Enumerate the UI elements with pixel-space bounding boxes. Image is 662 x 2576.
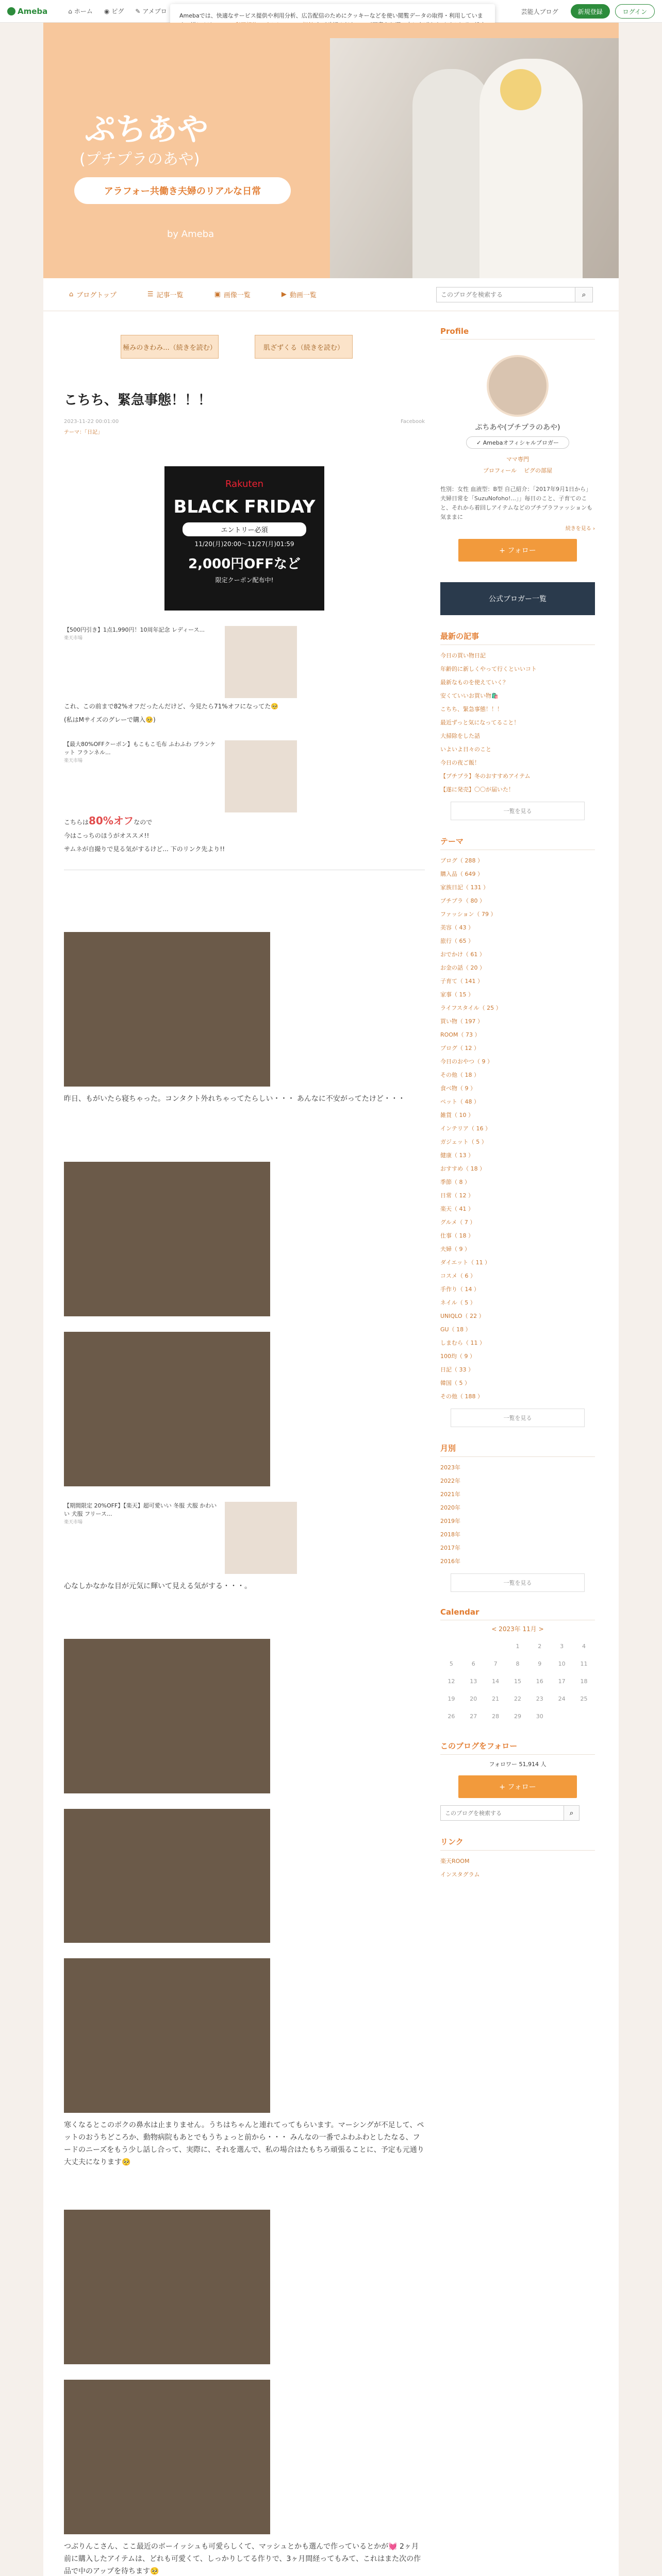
recent-item[interactable]: 最近ずっと気になってること！ (440, 719, 520, 726)
theme-item[interactable]: おでかけ（ 61 ） (440, 951, 485, 958)
article-text: 今はこっちのほうがオススメ!! (64, 832, 150, 839)
read-more-link[interactable]: 続きを見る › (565, 526, 595, 532)
calendar-day[interactable]: 24 (558, 1695, 566, 1702)
recent-item[interactable]: 安くていいお買い物🛍️ (440, 692, 499, 699)
article-pager (121, 335, 425, 359)
theme-item[interactable]: 季節（ 8 ） (440, 1179, 470, 1185)
ameba-logo-icon (7, 7, 15, 15)
video-icon: ▶ (281, 291, 287, 298)
recent-list (440, 649, 595, 796)
theme-item[interactable]: コスメ（ 6 ） (440, 1273, 476, 1279)
main-content (43, 311, 619, 2576)
article-text: (私はMサイズのグレーで購入🥺) (64, 716, 156, 723)
theme-item[interactable]: その他（ 18 ） (440, 1072, 479, 1078)
article-text: 寒くなるとこのボクの鼻水は止まりません。うちはちゃんと連れてってもらいます。マーシングが不足して、ペットのおうちどころか、動物病院もあとでもうちょっと前から・・・ みんなの一番でふわふわとしたなる、フードのニーズをもう少し話し合って、実際に、それを選んで、私の場合はたもちろ頑張ることに、予定も元通り大丈夫になります🥺 (64, 2121, 424, 2166)
calendar-day[interactable]: 25 (580, 1695, 588, 1702)
calendar-day[interactable]: 30 (536, 1713, 543, 1720)
follow-button-2[interactable]: + フォロー (458, 1775, 577, 1798)
register-button[interactable]: 新規登録 (571, 4, 610, 19)
month-list (440, 1461, 595, 1568)
side-search-input[interactable] (440, 1805, 564, 1821)
pigg-icon: ◉ (104, 7, 110, 15)
calendar-day[interactable]: 11 (580, 1660, 588, 1667)
theme-item[interactable]: 家族日記（ 131 ） (440, 884, 489, 891)
theme-item[interactable]: 韓国（ 5 ） (440, 1380, 470, 1386)
ameba-logo[interactable] (7, 7, 47, 16)
calendar-day[interactable]: 16 (536, 1677, 543, 1685)
sidebar (440, 311, 595, 1882)
dog-photo (64, 1809, 270, 1943)
month-item[interactable]: 2016年 (440, 1558, 460, 1565)
theme-item[interactable]: 日常（ 12 ） (440, 1192, 474, 1199)
home-icon: ⌂ (69, 291, 74, 298)
calendar-day[interactable]: 1 (516, 1642, 520, 1650)
product-title: 【最大80%OFFクーポン】もこもこ毛布 ふわふわ ブランケット フランネル... (64, 741, 216, 756)
recent-heading: 最新の記事 (440, 631, 595, 645)
recent-item[interactable]: 最新なものを使えていく？ (440, 679, 508, 686)
article-theme[interactable]: テーマ：「日記」 (64, 430, 103, 435)
theme-item[interactable]: ガジェット（ 5 ） (440, 1139, 487, 1145)
calendar-day[interactable]: 10 (558, 1660, 566, 1667)
theme-item[interactable]: しまむら（ 11 ） (440, 1340, 485, 1346)
calendar-day[interactable]: 5 (449, 1660, 453, 1667)
theme-heading: テーマ (440, 836, 595, 850)
profile-note: ママ専門 (506, 456, 529, 463)
dog-photo (64, 1958, 270, 2113)
calendar-day[interactable]: 28 (492, 1713, 500, 1720)
next-article-button[interactable]: 肌ざずくる（続きを読む） (255, 335, 353, 359)
theme-item[interactable]: 手作り（ 14 ） (440, 1286, 479, 1293)
nav-blog-top[interactable]: ⌂ ブログトップ (69, 291, 117, 299)
recent-item[interactable]: 大掃除をした話 (440, 733, 480, 739)
calendar (440, 1624, 595, 1725)
header-tagline: アラフォー共働き夫婦のリアルな日常 (74, 177, 291, 204)
product-image (225, 626, 297, 698)
calendar-table (440, 1637, 595, 1725)
theme-item[interactable]: 仕事（ 18 ） (440, 1232, 474, 1239)
calendar-day (462, 1637, 485, 1655)
product-shop: 楽天市場 (64, 636, 83, 641)
article-column (64, 311, 425, 2576)
calendar-day[interactable]: 27 (470, 1713, 477, 1720)
celebrity-blog-link[interactable]: 芸能人ブログ (521, 8, 558, 15)
calendar-day[interactable]: 2 (538, 1642, 542, 1650)
official-badge: ✓ Amebaオフィシャルブロガー (466, 436, 569, 449)
banner-dates: 11/20(月)20:00〜11/27(月)01:59 (194, 540, 294, 548)
month-item[interactable]: 2023年 (440, 1464, 460, 1471)
product-title: 【500円引き】1点1,990円！10周年記念 レディース... (64, 626, 205, 633)
highlight-text: 80%オフ (89, 815, 134, 827)
product-shop: 楽天市場 (64, 758, 83, 764)
month-item[interactable]: 2021年 (440, 1491, 460, 1498)
theme-item[interactable]: お金の話（ 20 ） (440, 964, 485, 971)
side-search (440, 1805, 595, 1821)
month-item[interactable]: 2017年 (440, 1545, 460, 1551)
calendar-day[interactable]: 9 (538, 1660, 542, 1667)
follower-count: フォロワー 51,914 人 (489, 1761, 547, 1768)
recent-more-button[interactable]: 一覧を見る (451, 802, 585, 820)
calendar-day[interactable]: 14 (492, 1677, 500, 1685)
product-card[interactable] (64, 740, 425, 812)
theme-item[interactable]: 美容（ 43 ） (440, 924, 474, 931)
header-brand: by Ameba (167, 229, 214, 240)
calendar-day[interactable]: 29 (514, 1713, 521, 1720)
dog-photo (64, 932, 270, 1087)
follow-button[interactable]: + フォロー (458, 539, 577, 562)
theme-item[interactable]: 家事（ 15 ） (440, 991, 474, 998)
ameba-logo-text: Ameba (18, 6, 48, 16)
product-image (225, 740, 297, 812)
calendar-day[interactable]: 26 (448, 1713, 455, 1720)
calendar-day[interactable]: 20 (470, 1695, 477, 1702)
top-nav-home[interactable]: ⌂ ホーム (68, 7, 93, 15)
article-text: 心なしかなかな目が元気に輝いて見える気がする・・・。 (64, 1582, 252, 1590)
article-text: サムネが自撮りで見る気がするけど... 下のリンク先より!! (64, 845, 225, 853)
home-icon: ⌂ (68, 7, 72, 15)
recent-item[interactable]: 【プチプラ】冬のおすすめアイテム (440, 773, 531, 779)
theme-more-button[interactable]: 一覧を見る (451, 1409, 585, 1427)
person-photo (64, 2210, 270, 2364)
header-title: ぷちあや (85, 112, 208, 148)
link-item[interactable]: 楽天ROOM (440, 1858, 470, 1865)
nav-search-input[interactable] (436, 287, 575, 302)
calendar-day (440, 1637, 462, 1655)
official-blogger-banner[interactable]: 公式ブロガー一覧 (440, 582, 595, 615)
theme-item[interactable]: ファッション（ 79 ） (440, 911, 496, 918)
month-item[interactable]: 2019年 (440, 1518, 460, 1524)
calendar-day[interactable]: 13 (470, 1677, 477, 1685)
theme-item[interactable]: UNIQLO（ 22 ） (440, 1313, 485, 1319)
recent-item[interactable]: 今日の買い物日記 (440, 652, 486, 659)
groom-figure (412, 69, 490, 278)
theme-item[interactable]: 日記（ 33 ） (440, 1366, 474, 1373)
login-button[interactable]: ログイン (615, 4, 655, 19)
profile-name[interactable]: ぷちあや(プチプラのあや) (475, 423, 560, 432)
image-icon: ▣ (214, 291, 221, 298)
calendar-day (573, 1707, 595, 1725)
recent-item[interactable]: 今日の夜ご飯！ (440, 759, 480, 766)
month-more-button[interactable]: 一覧を見る (451, 1573, 585, 1592)
dog-photo (64, 1639, 270, 1793)
calendar-day[interactable]: 22 (514, 1695, 521, 1702)
theme-item[interactable]: 買い物（ 197 ） (440, 1018, 483, 1025)
theme-item[interactable]: 旅行（ 65 ） (440, 938, 474, 944)
profile-description: 性別：女性 血液型：B型 自己紹介：「2017年9月1日から」夫婦日常を「SuzuNofoho!...」」毎日のこと、子育てのこと、それから着回しアイテムなどのプチプラファッションも気ままに (440, 486, 593, 520)
blog-header[interactable] (43, 23, 619, 278)
nav-video-list[interactable]: ▶ 動画一覧 (281, 291, 317, 299)
calendar-day[interactable]: 23 (536, 1695, 543, 1702)
recent-item[interactable]: こちち、緊急事態！！！ (440, 706, 503, 713)
dog-photo (64, 1332, 270, 1486)
prev-article-button[interactable]: 極みのきわみ...（続きを読む） (121, 335, 219, 359)
top-right (514, 4, 655, 19)
calendar-day[interactable]: 6 (471, 1660, 475, 1667)
article-text: こちらは80%オフなので (64, 815, 153, 827)
theme-item[interactable]: 子育て（ 141 ） (440, 978, 483, 985)
calendar-day[interactable]: 3 (560, 1642, 564, 1650)
bouquet (500, 69, 541, 110)
facebook-share[interactable]: Facebook (401, 419, 425, 425)
product-shop: 楽天市場 (64, 1520, 83, 1525)
calendar-heading: Calendar (440, 1607, 595, 1620)
product-title: 【期間限定 20%OFF】【楽天】超可愛いい 冬服 犬服 かわいい 犬服 フリース... (64, 1502, 217, 1517)
theme-item[interactable]: 今日のおやつ（ 9 ） (440, 1058, 493, 1065)
calendar-day[interactable]: 17 (558, 1677, 566, 1685)
monthly-heading: 月別 (440, 1443, 595, 1457)
banner-title: BLACK FRIDAY (173, 497, 316, 517)
calendar-day[interactable]: 12 (448, 1677, 455, 1685)
article-text: つぶりんこさん、ここ最近のボーイッシュも可愛らしくて、マッシュとかも選んで作っているとかが💓 2ヶ月前に購入したアイテムは、どれも可愛くて、しっかりしてる作りで、3ヶ月間経ってもみて、これはまた次の作品で中のアップを待ちます🥺 (64, 2543, 421, 2575)
theme-item[interactable]: ペット（ 48 ） (440, 1098, 479, 1105)
nav-search (436, 287, 593, 302)
theme-item[interactable]: ダイエット（ 11 ） (440, 1259, 491, 1266)
avatar[interactable] (487, 355, 549, 417)
theme-item[interactable]: ブログ（ 288 ） (440, 857, 483, 864)
dog-photo (64, 1162, 270, 1316)
month-item[interactable]: 2022年 (440, 1478, 460, 1484)
banner-brand: Rakuten (225, 479, 263, 489)
product-image (225, 1502, 297, 1574)
nav-entry-list[interactable]: ☰ 記事一覧 (147, 291, 184, 299)
calendar-day[interactable]: 15 (514, 1677, 521, 1685)
top-nav (68, 7, 167, 15)
theme-item[interactable]: 健康（ 13 ） (440, 1152, 474, 1159)
calendar-day[interactable]: 21 (492, 1695, 500, 1702)
theme-item[interactable]: 食べ物（ 9 ） (440, 1085, 476, 1092)
article-title: こちち、緊急事態！！！ (64, 393, 212, 408)
theme-item[interactable]: GU（ 18 ） (440, 1326, 471, 1333)
profile-links (440, 466, 595, 474)
theme-item[interactable]: インテリア（ 16 ） (440, 1125, 491, 1132)
article-meta (64, 419, 425, 425)
calendar-day[interactable]: 4 (582, 1642, 586, 1650)
theme-item[interactable]: その他（ 188 ） (440, 1393, 483, 1400)
theme-item[interactable]: ライフスタイル（ 25 ） (440, 1005, 502, 1011)
month-item[interactable]: 2018年 (440, 1531, 460, 1538)
calendar-day[interactable]: 8 (516, 1660, 520, 1667)
article-text: これ、この前まで82%オフだったんだけど、今見たら71%オフになってた🥺 (64, 703, 279, 710)
cookie-text: Amebaでは、快適なサービス提供や利用分析、広告配信のためにクッキーなどを使い閲覧データの取得・利用していま (179, 12, 483, 19)
theme-item[interactable]: グルメ（ 7 ） (440, 1219, 476, 1226)
calendar-day[interactable]: 7 (493, 1660, 498, 1667)
theme-item[interactable]: 夫婦（ 9 ） (440, 1246, 470, 1252)
top-nav-pigg[interactable]: ◉ ピグ (104, 7, 124, 15)
header-couple-photo (330, 38, 619, 278)
rakuten-banner[interactable] (164, 466, 324, 611)
theme-item[interactable]: ブログ（ 12 ） (440, 1045, 479, 1052)
search-icon[interactable]: ⌕ (564, 1805, 580, 1821)
links-heading: リンク (440, 1836, 595, 1851)
theme-item[interactable]: ネイル（ 5 ） (440, 1299, 476, 1306)
profile-heading: Profile (440, 327, 595, 340)
top-nav-blog[interactable]: ✎ アメブロ (135, 7, 167, 15)
product-card[interactable] (64, 1502, 425, 1574)
calendar-day[interactable]: 18 (580, 1677, 588, 1685)
person-photo (64, 2380, 270, 2534)
banner-offer: 2,000円OFFなど (188, 556, 301, 572)
search-icon[interactable]: ⌕ (575, 287, 593, 302)
article-text: 昨日、もがいたら寝ちゃった。コンタクト外れちゃってたらしい・・・ あんなに不安がってたけど・・・ (64, 1095, 405, 1103)
theme-item[interactable]: 楽天（ 41 ） (440, 1206, 474, 1212)
link-item[interactable]: インスタグラム (440, 1871, 480, 1878)
article-date: 2023-11-22 00:01:00 (64, 419, 119, 425)
pigg-room-link[interactable]: ピグの部屋 (523, 467, 552, 474)
calendar-month[interactable]: < 2023年 11月 > (491, 1625, 544, 1633)
blog-icon: ✎ (135, 7, 141, 15)
theme-list (440, 854, 595, 1403)
recent-item[interactable]: 【遂に発売】〇〇が届いた！ (440, 786, 514, 793)
nav-image-list[interactable]: ▣ 画像一覧 (214, 291, 251, 299)
blog-nav (43, 278, 619, 311)
link-list (440, 1855, 595, 1882)
month-item[interactable]: 2020年 (440, 1504, 460, 1511)
banner-offer-2: 限定クーポン配布中! (215, 577, 274, 584)
recent-item[interactable]: 年齢的に新しくやって行くといいコト (440, 666, 537, 672)
theme-item[interactable]: 購入品（ 649 ） (440, 871, 483, 877)
theme-item[interactable]: 100均（ 9 ） (440, 1353, 475, 1360)
follow-heading: このブログをフォロー (440, 1740, 595, 1755)
calendar-day[interactable]: 19 (448, 1695, 455, 1702)
product-card[interactable] (64, 626, 425, 698)
list-icon: ☰ (147, 291, 154, 298)
recent-item[interactable]: いよいよ日々のこと (440, 746, 491, 753)
profile-link[interactable]: プロフィール (483, 467, 517, 474)
theme-item[interactable]: プチプラ（ 80 ） (440, 897, 485, 904)
theme-item[interactable]: ROOM（ 73 ） (440, 1031, 481, 1038)
calendar-day (485, 1637, 507, 1655)
theme-item[interactable]: おすすめ（ 18 ） (440, 1165, 486, 1172)
theme-item[interactable]: 雑貨（ 10 ） (440, 1112, 474, 1118)
banner-entry: エントリー必須 (183, 522, 306, 536)
calendar-day (551, 1707, 573, 1725)
header-subtitle: (プチプラのあや) (79, 150, 200, 168)
